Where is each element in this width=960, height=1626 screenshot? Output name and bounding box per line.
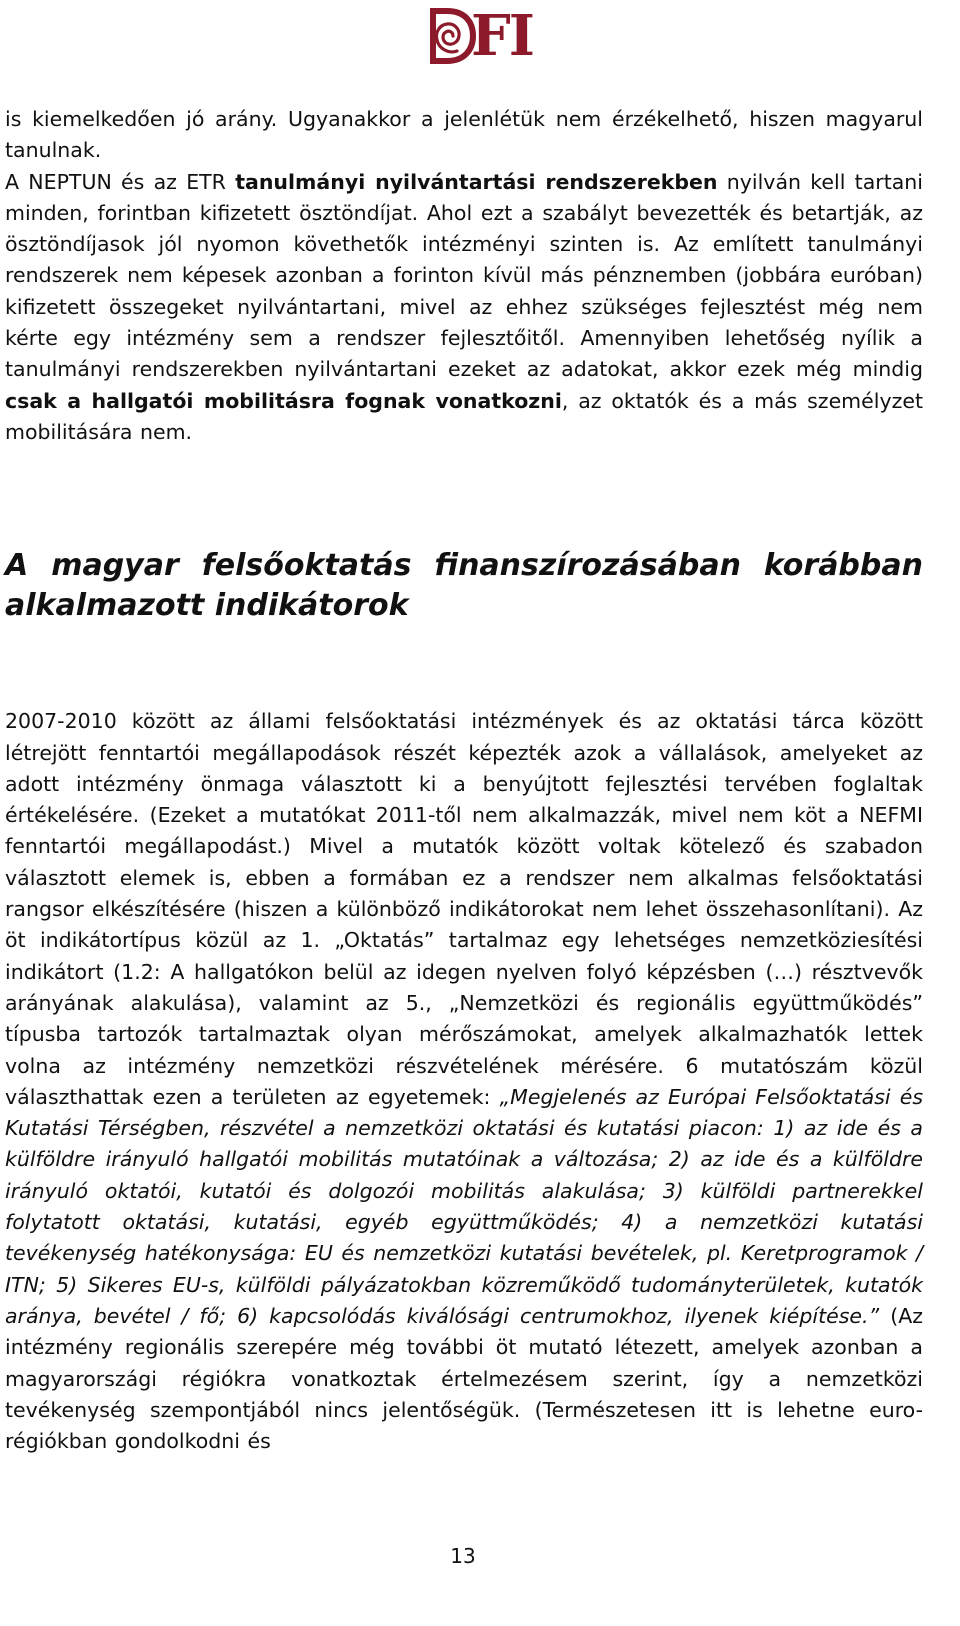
page-header xyxy=(0,3,960,70)
document-body xyxy=(5,104,923,1457)
paragraph-2-text-3: , az oktatók és a más személyzet mobilitására nem. xyxy=(5,388,924,444)
paragraph-2-bold-2: csak a hallgatói mobilitásra fognak vonatkozni xyxy=(5,388,562,413)
ofi-logo xyxy=(427,3,533,69)
paragraph-2-text-1: A NEPTUN és az ETR xyxy=(5,169,236,194)
spiral-d-icon xyxy=(427,7,477,65)
spacer xyxy=(5,448,923,546)
paragraph-3-text-2: (Az intézmény regionális szerepére még további öt mutató létezett, amelyek azonban a magyarországi régiókra vonatkoztak értelmezésem szerint, így a nemzetközi tevékenység szempontjából nincs jelentőségük. (Természetesen itt is lehetne euro-régiókban gondolkodni és xyxy=(5,1303,923,1454)
paragraph-2-bold-1: tanulmányi nyilvántartási rendszerekben xyxy=(235,169,718,194)
paragraph-3-text-1: 2007-2010 között az állami felsőoktatási intézmények és az oktatási tárca között létrejött fenntartói megállapodások részét képezték azok a vállalások, amelyeket az adott intézmény önmaga választott ki a benyújtott fejlesztési tervében foglaltak értékelésére. (Ezeket a mutatókat 2011-től nem alkalmazzák, mivel nem köt a NEFMI fenntartói megállapodást.) Mivel a mutatók között voltak kötelező és szabadon választott elemek is, ebben a formában ez a rendszer nem alkalmas felsőoktatási rangsor elkészítésére (hiszen a különböző indikátorokat nem lehet összehasonlítani). Az öt indikátortípus közül az 1. „Oktatás” tartalmaz egy lehetséges nemzetköziesítési indikátort (1.2: A hallgatókon belül az idegen nyelven folyó képzésben (…) résztvevők arányának alakulása), valamint az 5., „Nemzetközi és regionális együttműködés” típusba tartozók tartalmaztak olyan mérőszámokat, amelyek alkalmazhatók lettek volna az intézmény nemzetközi részvételének mérésére. 6 mutatószám közül választhattak ezen a területen az egyetemek: xyxy=(5,709,923,1109)
paragraph-3-quote: „Megjelenés az Európai Felsőoktatási és Kutatási Térségben, részvétel a nemzetközi oktatási és kutatási piacon: 1) az ide és a külföldre irányuló hallgatói mobilitás mutatóinak a változása; 2) az ide és a külföldre irányuló oktatói, kutatói és dolgozói mobilitás alakulása; 3) külföldi partnerekkel folytatott oktatási, kutatási, egyéb együttműködés; 4) a nemzetközi kutatási tevékenység hatékonysága: EU és nemzetközi kutatási bevételek, pl. Keretprogramok / ITN; 5) Sikeres EU-s, külföldi pályázatokban közreműködő tudományterületek, kutatók aránya, bevétel / fő; 6) kapcsolódás kiválósági centrumokhoz, ilyenek kiépítése.” xyxy=(5,1084,924,1328)
paragraph-2 xyxy=(5,167,923,449)
paragraph-2-text-2: nyilván kell tartani minden, forintban kifizetett ösztöndíjat. Ahol ezt a szabályt bevezették és betartják, az ösztöndíjasok jól nyomon követhetők intézményi szinten is. Az említett tanulmányi rendszerek nem képesek azonban a forinton kívül más pénznemben (jobbára euróban) kifizetett összegeket nyilvántartani, mivel az ehhez szükséges fejlesztést még nem kérte egy intézmény sem a rendszer fejlesztőitől. Amennyiben lehetőség nyílik a tanulmányi rendszerekben nyilvántartani ezeket az adatokat, akkor ezek még mindig xyxy=(5,169,923,382)
logo-text: FI xyxy=(471,3,533,69)
page-number: 13 xyxy=(450,1544,476,1568)
paragraph-3 xyxy=(5,706,923,1457)
paragraph-1 xyxy=(5,104,923,167)
spacer xyxy=(5,626,923,706)
section-heading: A magyar felsőoktatás finanszírozásában korábban alkalmazott indikátorok xyxy=(5,548,923,624)
paragraph-1-text: is kiemelkedően jó arány. Ugyanakkor a jelenlétük nem érzékelhető, hiszen magyarul tanulnak. xyxy=(5,107,923,163)
